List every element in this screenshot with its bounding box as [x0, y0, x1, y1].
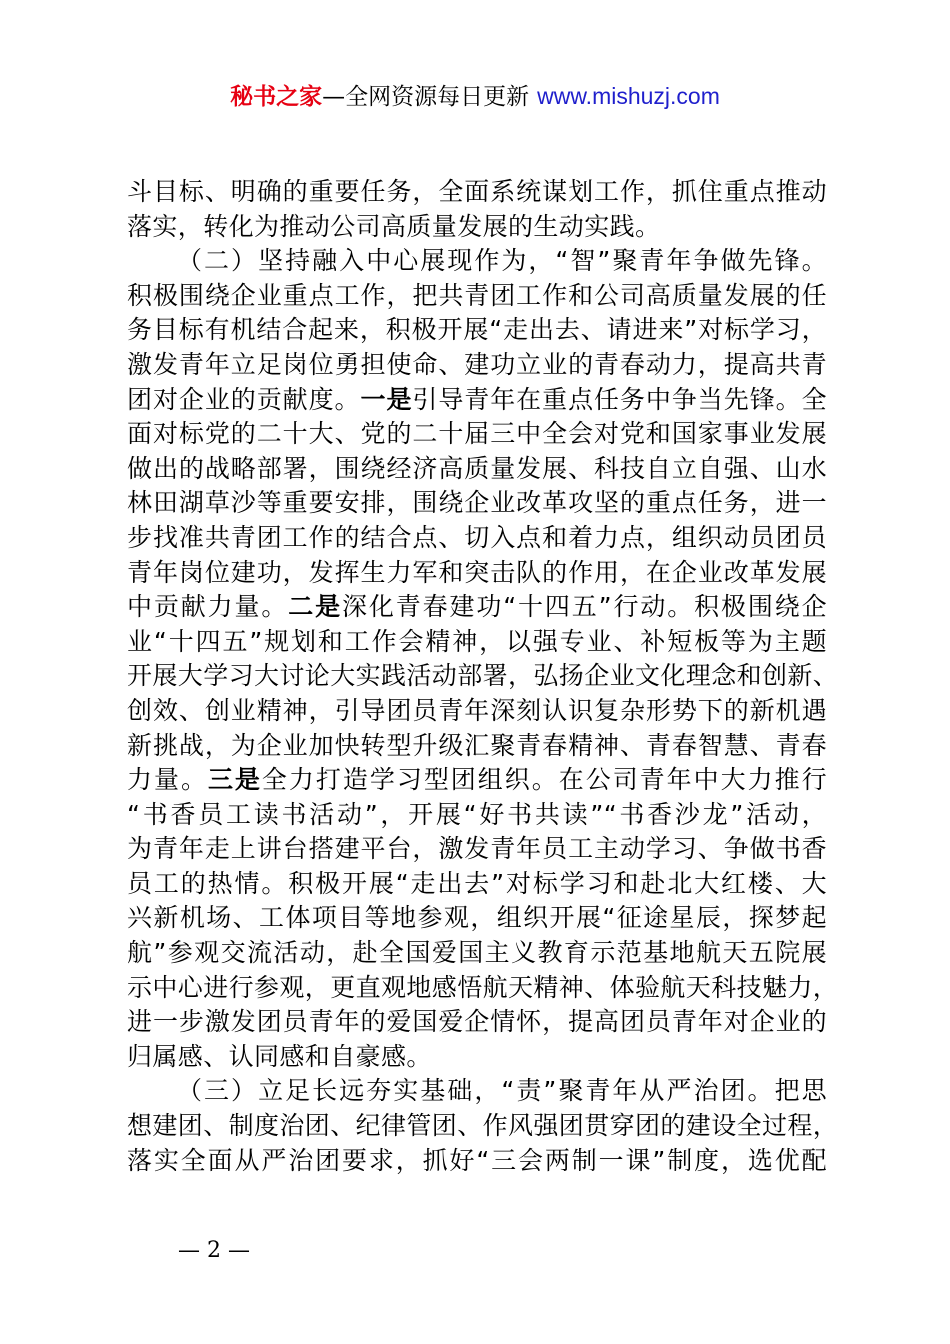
banner-url[interactable]: www.mishuzj.com: [537, 83, 720, 109]
line-text: 深化青春建功“十四五”行动。积极围绕企: [341, 592, 827, 622]
emphasis-text: 一是: [360, 384, 413, 414]
line-text: 员工的热情。积极开展“走出去”对标学习和赴北大红楼、大: [127, 868, 827, 898]
text-line: [127, 175, 827, 210]
line-text: “书香员工读书活动”，开展“好书共读”“书香沙龙”活动，: [127, 799, 827, 829]
line-text: 落实，转化为推动公司高质量发展的生动实践。: [127, 211, 661, 241]
text-line: [127, 348, 827, 383]
emphasis-text: 二是: [288, 592, 342, 622]
text-line: [127, 1074, 827, 1109]
line-text: 业“十四五”规划和工作会精神，以强专业、补短板等为主题: [127, 626, 827, 656]
line-text: 为青年走上讲台搭建平台，激发青年员工主动学习、争做书香: [127, 834, 827, 864]
text-line: [127, 417, 827, 452]
line-text: 做出的战略部署，围绕经济高质量发展、科技自立自强、山水: [127, 453, 827, 483]
line-text: 激发青年立足岗位勇担使命、建功立业的青春动力，提高共青: [127, 349, 827, 379]
text-line: [127, 313, 827, 348]
text-line: [127, 659, 839, 694]
line-text: 中贡献力量。: [127, 592, 289, 622]
text-line: [127, 452, 827, 487]
text-line: [127, 486, 827, 521]
line-text: （三）立足长远夯实基础，“责”聚青年从严治团。把思: [177, 1076, 827, 1106]
text-line: [127, 832, 827, 867]
emphasis-text: 三是: [207, 765, 262, 795]
text-line: [127, 383, 827, 418]
line-text: 力量。: [127, 765, 208, 795]
line-text: （二）坚持融入中心展现作为，“智”聚青年争做先锋。: [177, 246, 827, 276]
line-text: 团对企业的贡献度。: [127, 384, 361, 414]
text-line: [127, 936, 827, 971]
line-text: 新挑战，为企业加快转型升级汇聚青春精神、青春智慧、青春: [127, 730, 827, 760]
text-line: [127, 279, 827, 314]
line-text: 面对标党的二十大、党的二十届三中全会对党和国家事业发展: [127, 419, 827, 449]
line-text: 全力打造学习型团组织。在公司青年中大力推行: [261, 765, 827, 795]
text-line: [127, 521, 827, 556]
line-text: 航”参观交流活动，赴全国爱国主义教育示范基地航天五院展: [127, 938, 827, 968]
line-text: 进一步激发团员青年的爱国爱企情怀，提高团员青年对企业的: [127, 1007, 827, 1037]
text-line: [127, 625, 827, 660]
text-line: [127, 1109, 839, 1144]
banner-slogan: —全网资源每日更新: [322, 84, 530, 110]
text-line: [127, 210, 827, 245]
line-text: 斗目标、明确的重要任务，全面系统谋划工作，抓住重点推动: [127, 177, 827, 206]
text-line: [127, 1040, 827, 1075]
line-text: 归属感、认同感和自豪感。: [127, 1041, 432, 1071]
line-text: 开展大学习大讨论大实践活动部署，弘扬企业文化理念和创新、: [127, 661, 839, 691]
line-text: 示中心进行参观，更直观地感悟航天精神、体验航天科技魅力，: [127, 972, 839, 1002]
site-banner: [0, 80, 950, 113]
text-line: [127, 1005, 827, 1040]
document-body: [127, 175, 839, 1178]
line-text: 务目标有机结合起来，积极开展“走出去、请进来”对标学习，: [127, 315, 827, 345]
text-line: [127, 729, 827, 764]
text-line: [127, 971, 839, 1006]
line-text: 青年岗位建功，发挥生力军和突击队的作用，在企业改革发展: [127, 557, 827, 587]
line-text: 积极围绕企业重点工作，把共青团工作和公司高质量发展的任: [127, 280, 827, 310]
line-text: 想建团、制度治团、纪律管团、作风强团贯穿团的建设全过程，: [127, 1111, 839, 1141]
text-line: [127, 867, 827, 902]
text-line: [127, 1144, 827, 1179]
text-line: [127, 556, 827, 591]
text-line: [127, 798, 827, 833]
line-text: 林田湖草沙等重要安排，围绕企业改革攻坚的重点任务，进一: [127, 488, 827, 518]
line-text: 兴新机场、工体项目等地参观，组织开展“征途星辰，探梦起: [127, 903, 827, 933]
line-text: 落实全面从严治团要求，抓好“三会两制一课”制度，选优配: [127, 1145, 827, 1175]
text-line: [127, 590, 827, 625]
text-line: [127, 244, 827, 279]
brand-name: 秘书之家: [230, 84, 323, 110]
line-text: 创效、创业精神，引导团员青年深刻认识复杂形势下的新机遇: [127, 695, 827, 725]
line-text: 步找准共青团工作的结合点、切入点和着力点，组织动员团员: [127, 522, 827, 552]
text-line: [127, 694, 827, 729]
line-text: 引导青年在重点任务中争当先锋。全: [412, 384, 827, 414]
text-line: [127, 901, 827, 936]
text-line: [127, 763, 827, 798]
page-number: — 2 —: [178, 1238, 250, 1263]
